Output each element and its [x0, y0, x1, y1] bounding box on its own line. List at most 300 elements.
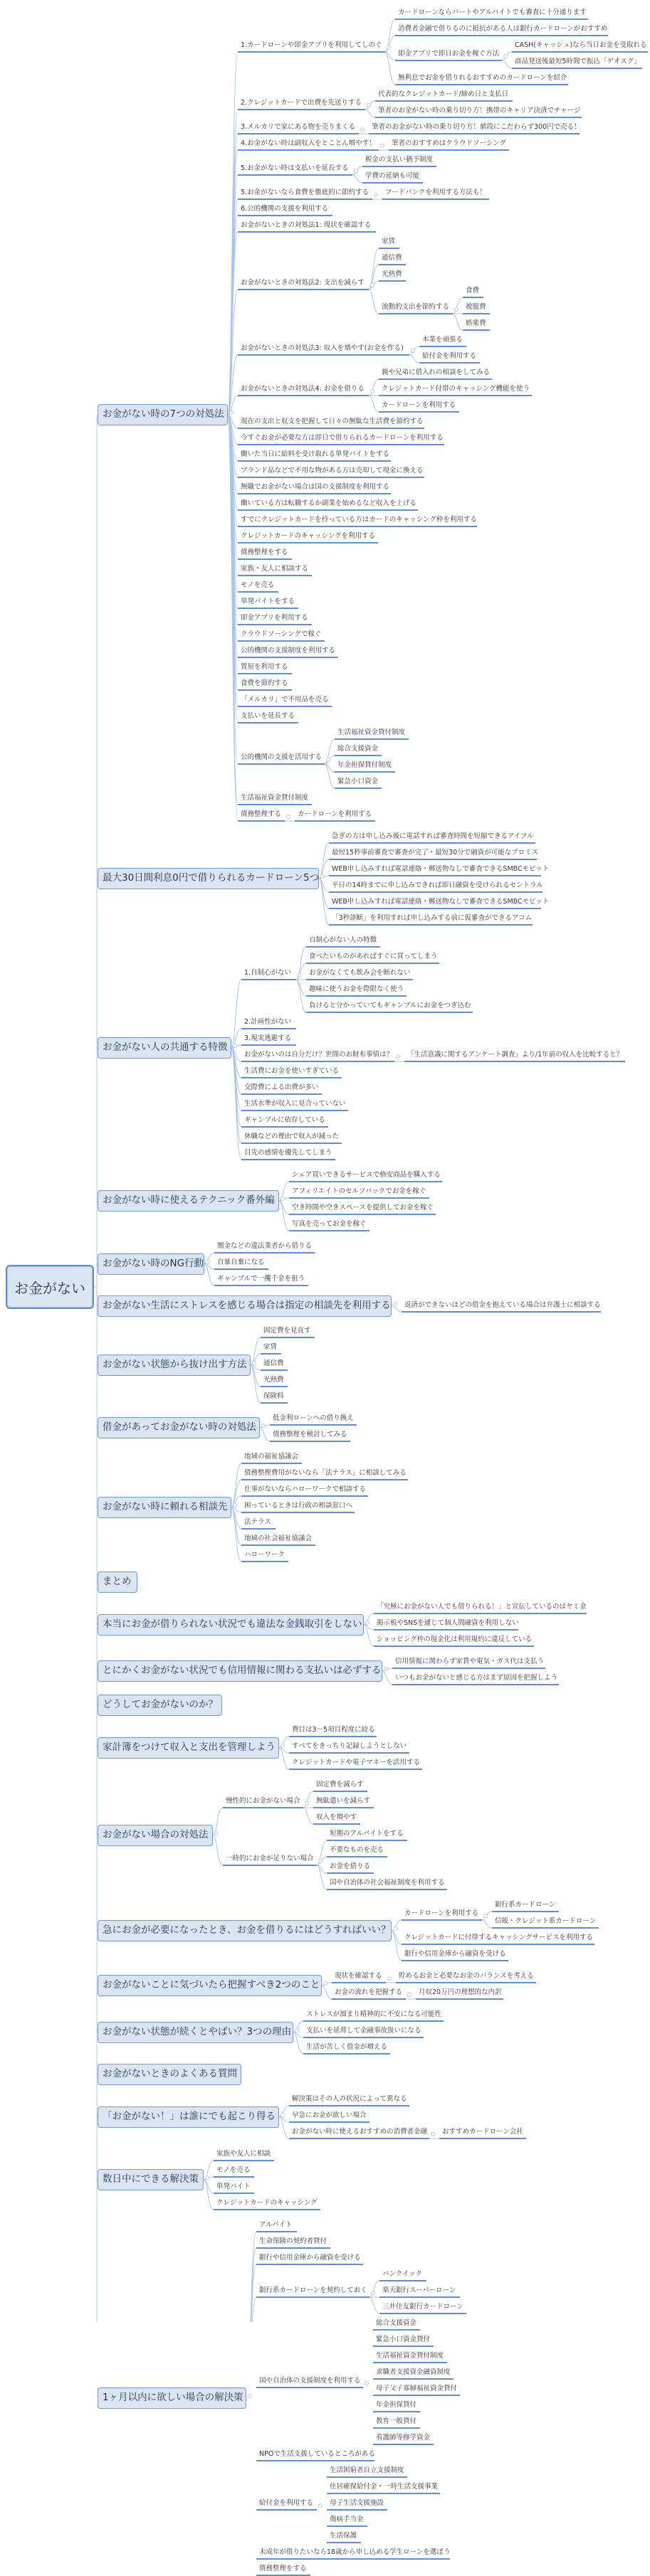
leaf-node-label: 商品発送後最短5時間で振込「ゲオスグ」	[515, 58, 641, 65]
leaf-node[interactable]	[379, 235, 399, 249]
leaf-node-label: 「究極にお金がない人でも借りられる！」と宣伝しているのはヤミ金	[377, 1603, 587, 1611]
collapse-toggle-icon[interactable]	[233, 1044, 237, 1048]
collapse-toggle-icon[interactable]	[281, 2113, 285, 2117]
leaf-node-label: 信用情報に関わらず家賃や電気・ガス代は支払う	[395, 1658, 545, 1665]
leaf-node[interactable]	[241, 1032, 296, 1046]
leaf-node[interactable]	[238, 218, 376, 233]
leaf-node[interactable]	[395, 22, 608, 36]
collapse-toggle-icon[interactable]	[248, 2394, 252, 2398]
main-topic-node-label: お金がないことに気づいたら把握すべき2つのこと	[103, 1979, 320, 1991]
main-topic-node[interactable]	[98, 2387, 246, 2409]
collapse-toggle-icon[interactable]	[281, 1744, 285, 1748]
leaf-node[interactable]	[289, 1201, 436, 1215]
main-topic-node[interactable]	[98, 404, 228, 425]
leaf-node[interactable]	[241, 1113, 328, 1128]
main-topic-node[interactable]	[98, 1037, 231, 1059]
leaf-node-label: 交際費による出費が多い	[244, 1083, 319, 1091]
collapse-toggle-icon[interactable]	[318, 1859, 323, 1863]
leaf-node[interactable]	[238, 464, 424, 478]
collapse-toggle-icon[interactable]	[261, 1424, 266, 1428]
main-topic-node[interactable]	[98, 2064, 241, 2085]
leaf-node[interactable]	[306, 982, 407, 997]
leaf-node[interactable]	[362, 153, 436, 167]
leaf-node[interactable]	[374, 1633, 534, 1647]
leaf-node-label: 無職でお金がない場合は国の支援制度を利用する	[241, 483, 390, 491]
leaf-node-label: 短期のアルバイトをする	[330, 1830, 404, 1838]
leaf-node[interactable]	[214, 2147, 274, 2161]
leaf-node[interactable]	[395, 6, 588, 20]
leaf-node[interactable]	[375, 104, 582, 118]
leaf-node-label: 銀行系カードローン	[495, 1901, 556, 1909]
leaf-node[interactable]	[327, 1860, 374, 1874]
leaf-node[interactable]	[379, 398, 459, 413]
leaf-node[interactable]	[238, 627, 325, 642]
leaf-node[interactable]	[238, 431, 444, 445]
leaf-node[interactable]	[379, 2300, 466, 2314]
leaf-node[interactable]	[238, 562, 312, 576]
root-topic-node[interactable]	[6, 1265, 94, 1309]
leaf-node-label: カードローンを利用する	[382, 401, 456, 409]
leaf-node-label: モノを売る	[241, 581, 275, 589]
leaf-node[interactable]	[369, 120, 580, 134]
leaf-node[interactable]	[256, 2218, 297, 2232]
collapse-toggle-icon[interactable]	[281, 1197, 285, 1201]
collapse-toggle-icon[interactable]	[483, 1914, 488, 1918]
leaf-node-label: 返済ができないほどの借金を抱えている場合は弁護士に相談する	[404, 1300, 601, 1309]
main-topic-node[interactable]	[98, 868, 319, 889]
topic-node-label: 慢性的にお金がない場合	[226, 1797, 300, 1805]
topic-node[interactable]	[238, 807, 285, 822]
leaf-node-label: 教育一般貸付	[376, 2417, 417, 2425]
main-topic-node[interactable]	[98, 1825, 213, 1846]
leaf-node[interactable]	[289, 1168, 442, 1182]
main-topic-node[interactable]	[98, 1190, 279, 1212]
leaf-node[interactable]	[238, 595, 298, 609]
collapse-toggle-icon[interactable]	[393, 1926, 397, 1931]
collapse-toggle-icon[interactable]	[252, 1361, 256, 1365]
leaf-node-label: お金を借りる	[330, 1862, 371, 1870]
main-topic-node[interactable]	[98, 1920, 392, 1941]
leaf-node-label: CASH(キャッシュ)なら当日お金を受取れる	[515, 41, 647, 49]
leaf-node-label: 生活福祉資金貸付制度	[376, 2352, 444, 2360]
leaf-node-label: 学費の延納も可能	[365, 172, 420, 180]
leaf-node-label: いつもお金がないと感じる方はまず原因を把握しよう	[395, 1674, 558, 1682]
main-topic-node[interactable]	[98, 1571, 137, 1593]
main-topic-node[interactable]	[98, 2169, 204, 2190]
leaf-node[interactable]	[238, 578, 278, 593]
collapse-toggle-icon[interactable]	[320, 874, 325, 879]
leaf-node[interactable]	[419, 349, 480, 364]
leaf-node[interactable]	[241, 1499, 355, 1513]
leaf-node-label: 支払いを延滞して金融事故扱いになる	[306, 2027, 421, 2035]
topic-node[interactable]	[238, 137, 379, 151]
leaf-node[interactable]	[241, 1081, 322, 1095]
leaf-node[interactable]	[241, 1466, 408, 1480]
collapse-toggle-icon[interactable]	[326, 758, 330, 762]
leaf-node[interactable]	[327, 2464, 407, 2478]
leaf-node[interactable]	[241, 1450, 302, 1464]
leaf-node-label: 闇金などの違法業者から借りる	[217, 1242, 313, 1250]
leaf-node[interactable]	[256, 2562, 310, 2576]
leaf-node[interactable]	[306, 950, 439, 964]
leaf-node[interactable]	[327, 1843, 387, 1857]
collapse-toggle-icon[interactable]	[354, 169, 358, 173]
collapse-toggle-icon[interactable]	[370, 283, 374, 287]
leaf-node-label: お金がなくても飲み会を断れない	[309, 969, 411, 977]
leaf-node[interactable]	[373, 2431, 434, 2445]
collapse-toggle-icon[interactable]	[298, 973, 302, 977]
leaf-node[interactable]	[335, 775, 382, 789]
collapse-toggle-icon[interactable]	[206, 1260, 210, 1264]
leaf-node[interactable]	[374, 1600, 587, 1614]
leaf-node[interactable]	[241, 1015, 296, 1029]
leaf-node[interactable]	[327, 2480, 440, 2494]
leaf-node-label: 年金担保貸付制度	[337, 761, 392, 769]
leaf-node-label: 家族や友人に相談	[216, 2150, 271, 2158]
leaf-node[interactable]	[241, 1548, 288, 1562]
leaf-node[interactable]	[303, 2040, 390, 2055]
leaf-node-label: 生活保護	[330, 2532, 357, 2540]
leaf-node[interactable]	[303, 2008, 444, 2022]
leaf-node[interactable]	[238, 497, 418, 511]
topic-node[interactable]	[223, 1794, 303, 1808]
topic-node[interactable]	[395, 47, 502, 61]
topic-node[interactable]	[332, 1969, 386, 1983]
leaf-node[interactable]	[238, 415, 424, 429]
topic-node[interactable]	[238, 38, 385, 53]
main-topic-node[interactable]	[98, 1975, 322, 1996]
leaf-node[interactable]	[379, 251, 406, 265]
leaf-node[interactable]	[335, 742, 382, 756]
main-topic-node-label: 本当にお金が借りられない状況でも違法な金銭取引をしない	[103, 1618, 362, 1630]
leaf-node-label: 緊急小口資金貸付	[376, 2336, 431, 2343]
collapse-toggle-icon[interactable]	[374, 193, 378, 197]
topic-node[interactable]	[241, 1048, 394, 1062]
leaf-node[interactable]	[241, 1146, 335, 1160]
leaf-node[interactable]	[289, 1217, 369, 1231]
leaf-node[interactable]	[289, 1756, 422, 1770]
leaf-node-label: お金がないときの対処法1: 現状を確認する	[241, 221, 372, 229]
main-topic-node[interactable]	[98, 1295, 392, 1317]
topic-node[interactable]	[238, 751, 325, 765]
collapse-toggle-icon[interactable]	[411, 349, 415, 353]
leaf-node[interactable]	[402, 1947, 508, 1961]
leaf-node-label: ギャンブルで一攫千金を狙う	[217, 1275, 305, 1283]
collapse-toggle-icon[interactable]	[233, 1503, 237, 1507]
leaf-node[interactable]	[241, 1130, 342, 1144]
leaf-node[interactable]	[392, 1655, 545, 1669]
leaf-node[interactable]	[379, 366, 492, 380]
leaf-node-label: 6.公的機関の支援を利用する	[241, 205, 329, 213]
topic-node[interactable]	[332, 1986, 406, 2000]
main-topic-node-label: お金がない時に使えるテクニック番外編	[103, 1194, 275, 1206]
leaf-node[interactable]	[402, 1298, 601, 1313]
leaf-node[interactable]	[419, 333, 466, 347]
leaf-node[interactable]	[256, 2251, 363, 2265]
leaf-node[interactable]	[379, 2284, 460, 2298]
topic-node[interactable]	[238, 382, 369, 396]
leaf-node-label: 無利息でお金を借りれるおすすめのカードローンを紹介	[398, 74, 567, 82]
collapse-toggle-icon[interactable]	[214, 1831, 219, 1835]
leaf-node[interactable]	[214, 2180, 254, 2194]
leaf-node[interactable]	[327, 1876, 447, 1890]
leaf-node[interactable]	[241, 1515, 276, 1530]
leaf-node[interactable]	[306, 999, 473, 1013]
leaf-node[interactable]	[335, 726, 409, 740]
main-topic-node[interactable]	[98, 1737, 279, 1759]
leaf-node[interactable]	[289, 1739, 409, 1754]
leaf-node[interactable]	[373, 2316, 420, 2331]
leaf-node[interactable]	[329, 879, 542, 893]
collapse-toggle-icon[interactable]	[387, 46, 391, 50]
collapse-toggle-icon[interactable]	[295, 2028, 299, 2032]
leaf-node[interactable]	[313, 1811, 360, 1825]
leaf-node-label: 光熱費	[263, 1376, 284, 1384]
topic-node[interactable]	[238, 186, 372, 200]
topic-node[interactable]	[379, 300, 453, 314]
collapse-toggle-icon[interactable]	[387, 1976, 392, 1981]
leaf-node[interactable]	[373, 2382, 460, 2396]
leaf-node-label: フードバンクを利用する方法も！	[385, 189, 486, 196]
leaf-node[interactable]	[389, 137, 509, 151]
leaf-node[interactable]	[327, 2496, 387, 2511]
leaf-node[interactable]	[379, 267, 406, 282]
leaf-node-label: ギャンブルに依存している	[244, 1116, 325, 1124]
collapse-toggle-icon[interactable]	[371, 2291, 375, 2295]
main-topic-node[interactable]	[98, 1497, 231, 1518]
leaf-node[interactable]	[373, 2333, 434, 2347]
leaf-node[interactable]	[214, 2196, 320, 2210]
leaf-node[interactable]	[303, 2024, 424, 2038]
topic-node[interactable]	[256, 2496, 317, 2511]
leaf-node[interactable]	[214, 1272, 308, 1286]
main-topic-node[interactable]	[98, 1417, 260, 1438]
main-topic-node[interactable]	[98, 2106, 279, 2128]
topic-node[interactable]	[238, 120, 359, 134]
collapse-toggle-icon[interactable]	[229, 410, 234, 415]
leaf-node[interactable]	[329, 895, 550, 909]
leaf-node-label: 筆者のお金がない時の乗り切り方！携帯のキャリア決済でチャージ	[378, 107, 581, 115]
topic-node[interactable]	[289, 2125, 429, 2139]
collapse-toggle-icon[interactable]	[323, 1981, 327, 1986]
leaf-node-label: 債務整理をする	[259, 2565, 307, 2572]
leaf-node-label: 平日の14時までに申し込みできれば即日融資を受けられるセントラル	[332, 881, 543, 889]
leaf-node-label: モノを売る	[216, 2166, 251, 2174]
leaf-node[interactable]	[396, 1969, 536, 1983]
leaf-node[interactable]	[439, 2125, 526, 2139]
leaf-node[interactable]	[379, 2267, 426, 2281]
leaf-node[interactable]	[329, 846, 537, 860]
collapse-toggle-icon[interactable]	[367, 103, 371, 107]
leaf-node[interactable]	[492, 1898, 559, 1912]
leaf-node-label: 仕事がないならハローワークで相談する	[244, 1485, 367, 1493]
leaf-node[interactable]	[289, 1723, 377, 1737]
leaf-node-label: 娯楽費	[466, 319, 486, 327]
leaf-node[interactable]	[404, 1048, 625, 1062]
leaf-node[interactable]	[375, 88, 513, 102]
leaf-node[interactable]	[256, 2447, 374, 2461]
leaf-node[interactable]	[512, 55, 642, 69]
collapse-toggle-icon[interactable]	[384, 1667, 388, 1671]
leaf-node[interactable]	[362, 169, 423, 184]
collapse-toggle-icon[interactable]	[396, 1055, 400, 1059]
leaf-node[interactable]	[379, 382, 532, 396]
main-topic-node-label: お金がない時に頼れる相談先	[103, 1500, 228, 1512]
topic-node[interactable]	[256, 2284, 369, 2298]
leaf-node-label: 銀行や信用金庫から融資を受ける	[404, 1950, 506, 1958]
leaf-node[interactable]	[463, 300, 490, 314]
collapse-toggle-icon[interactable]	[393, 1302, 397, 1306]
leaf-node-label: 現在の支出と収支を把握して日々の無駄な生活費を節約する	[241, 418, 424, 425]
leaf-node[interactable]	[261, 1389, 288, 1404]
leaf-node[interactable]	[463, 284, 483, 298]
leaf-node[interactable]	[295, 807, 375, 822]
leaf-node-label: 地域の社会福祉協議会	[244, 1535, 313, 1542]
leaf-node-label: 負けると分かっていてもギャンブルにお金をつぎ込む	[309, 1002, 471, 1009]
leaf-node[interactable]	[238, 529, 378, 544]
main-topic-node[interactable]	[98, 1695, 222, 1716]
collapse-toggle-icon[interactable]	[380, 144, 384, 148]
leaf-node[interactable]	[238, 791, 312, 805]
leaf-node[interactable]	[327, 1827, 407, 1841]
topic-node-label: お金の流れを把握する	[335, 1988, 403, 1996]
leaf-node[interactable]	[289, 1184, 429, 1199]
leaf-node-label: 家賃	[382, 238, 396, 245]
leaf-node[interactable]	[256, 2235, 330, 2249]
leaf-node[interactable]	[512, 38, 648, 53]
leaf-node[interactable]	[238, 693, 332, 707]
main-topic-node[interactable]	[98, 1355, 251, 1376]
leaf-node[interactable]	[241, 1097, 348, 1111]
leaf-node[interactable]	[238, 546, 292, 560]
leaf-node[interactable]	[313, 1778, 367, 1792]
leaf-node[interactable]	[238, 644, 338, 658]
leaf-node-label: すでにクレジットカードを持っている方はカードのキャッシング枠を利用する	[241, 516, 477, 524]
leaf-node-label: 債務整理費用がないなら「法テラス」に相談してみる	[244, 1469, 407, 1477]
leaf-node[interactable]	[373, 2415, 420, 2429]
leaf-node[interactable]	[289, 2092, 409, 2106]
leaf-node[interactable]	[261, 1373, 288, 1387]
leaf-node[interactable]	[306, 933, 380, 948]
leaf-node[interactable]	[238, 202, 332, 216]
topic-node[interactable]	[256, 2374, 363, 2388]
main-topic-node[interactable]	[98, 1614, 364, 1636]
collapse-toggle-icon[interactable]	[365, 2381, 369, 2385]
leaf-node[interactable]	[374, 1616, 518, 1631]
topic-node[interactable]	[223, 1852, 317, 1866]
leaf-node[interactable]	[238, 709, 298, 723]
collapse-toggle-icon[interactable]	[318, 2503, 323, 2508]
main-topic-node[interactable]	[98, 1253, 204, 1275]
topic-node[interactable]	[238, 96, 365, 110]
topic-node[interactable]	[238, 161, 352, 176]
leaf-node[interactable]	[241, 1064, 342, 1078]
leaf-node[interactable]	[329, 829, 535, 844]
leaf-node-label: 筆者のお金がない時の乗り切り方！値段にこだわらず300円で売る！	[372, 123, 581, 131]
leaf-node[interactable]	[214, 1239, 315, 1253]
leaf-node-label: ブランド品などで不用な物がある方は売却して現金に換える	[241, 467, 424, 475]
leaf-node[interactable]	[373, 2349, 447, 2363]
leaf-node[interactable]	[270, 1411, 357, 1426]
leaf-node[interactable]	[313, 1794, 374, 1808]
leaf-node[interactable]	[373, 2365, 454, 2380]
leaf-node[interactable]	[238, 677, 292, 691]
leaf-node[interactable]	[261, 1340, 281, 1355]
leaf-node[interactable]	[241, 1532, 315, 1546]
leaf-node-label: 銀行や信用金庫から融資を受ける	[259, 2254, 361, 2262]
collapse-toggle-icon[interactable]	[205, 2175, 209, 2180]
collapse-toggle-icon[interactable]	[503, 54, 508, 58]
collapse-toggle-icon[interactable]	[360, 127, 365, 132]
leaf-node[interactable]	[306, 966, 413, 980]
leaf-node-label: 無駄遣いを減らす	[316, 1797, 371, 1805]
leaf-node[interactable]	[256, 2545, 450, 2560]
topic-node-label: 1.自制心がない	[244, 969, 292, 977]
topic-node-label: お金がないのは自分だけ？世間のお財布事情は？	[244, 1051, 394, 1059]
collapse-toggle-icon[interactable]	[286, 815, 290, 819]
leaf-node[interactable]	[392, 1671, 559, 1685]
collapse-toggle-icon[interactable]	[431, 2132, 435, 2136]
leaf-node[interactable]	[492, 1914, 599, 1929]
leaf-node[interactable]	[289, 2109, 369, 2123]
leaf-node[interactable]	[327, 2529, 361, 2543]
topic-node-label: カードローンを利用する	[404, 1909, 479, 1917]
topic-node-label: お金がないときの対処法3: 収入を増やす(お金を作る)	[241, 344, 404, 352]
collapse-toggle-icon[interactable]	[454, 307, 458, 312]
leaf-node[interactable]	[402, 1931, 594, 1945]
leaf-node-label: WEB申し込みすれば電話連絡・郵送物なしで審査できるSMBCモビット	[332, 898, 550, 906]
leaf-node[interactable]	[241, 1483, 368, 1497]
leaf-node[interactable]	[335, 758, 395, 773]
topic-node-label: 国や自治体の支援制度を利用する	[259, 2376, 361, 2385]
topic-node[interactable]	[238, 341, 409, 356]
leaf-node[interactable]	[329, 911, 533, 926]
topic-node[interactable]	[402, 1907, 482, 1921]
leaf-node[interactable]	[382, 186, 489, 200]
leaf-node[interactable]	[238, 480, 391, 494]
leaf-node[interactable]	[395, 71, 568, 85]
collapse-toggle-icon[interactable]	[407, 1993, 412, 1997]
leaf-node-label: アルバイト	[259, 2221, 293, 2229]
leaf-node[interactable]	[463, 317, 490, 331]
leaf-node[interactable]	[238, 447, 391, 462]
leaf-node-label: 三井住友銀行カードローン	[382, 2303, 463, 2311]
leaf-node-label: カードローンを利用する	[298, 810, 372, 818]
leaf-node[interactable]	[238, 611, 312, 625]
leaf-node[interactable]	[416, 1986, 503, 2000]
collapse-toggle-icon[interactable]	[370, 389, 374, 393]
leaf-node[interactable]	[238, 513, 477, 527]
leaf-node[interactable]	[261, 1357, 288, 1371]
leaf-node[interactable]	[270, 1428, 350, 1442]
leaf-node[interactable]	[373, 2398, 420, 2412]
leaf-node[interactable]	[238, 660, 292, 674]
leaf-node[interactable]	[214, 2163, 254, 2178]
leaf-node[interactable]	[261, 1324, 315, 1338]
leaf-node-label: 休職などの理由で収入が減った	[244, 1133, 340, 1140]
topic-node[interactable]	[241, 966, 296, 980]
leaf-node-label: 保険料	[263, 1392, 284, 1400]
topic-node[interactable]	[238, 276, 369, 290]
leaf-node-label: 2.計画性がない	[244, 1018, 292, 1026]
collapse-toggle-icon[interactable]	[365, 1621, 369, 1625]
main-topic-node[interactable]	[98, 2022, 293, 2043]
leaf-node[interactable]	[327, 2513, 367, 2527]
leaf-node[interactable]	[214, 1256, 268, 1270]
collapse-toggle-icon[interactable]	[305, 1801, 309, 1806]
leaf-node[interactable]	[329, 862, 550, 876]
main-topic-node[interactable]	[98, 1660, 382, 1682]
